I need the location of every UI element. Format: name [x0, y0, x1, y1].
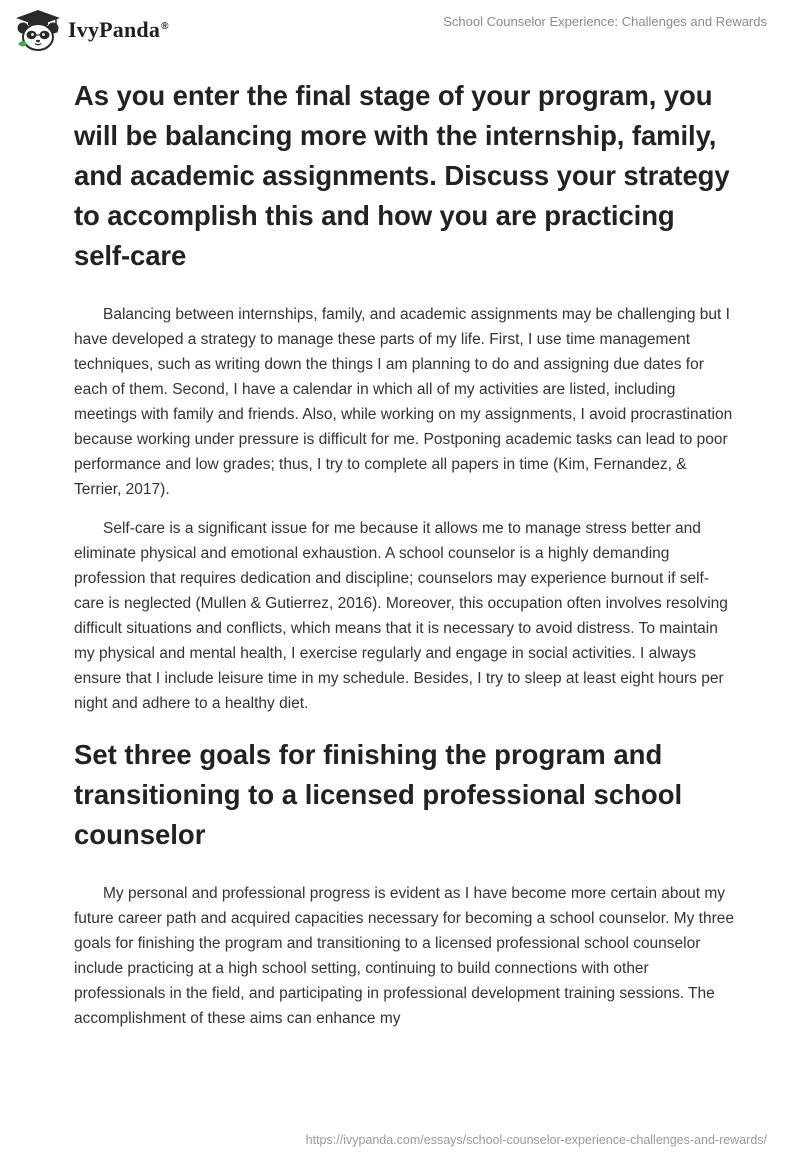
paragraph: Self-care is a significant issue for me because it allows me to manage stress better and eliminate physical and emotional exhaustion. A school counselor is a highly demanding profession that requires dedication and discipline; counselors may experience burnout if self-care is neglected (Mullen & Gutierrez, 2016). Moreover, this occupation often involves resolving difficult situations and conflicts, which means that it is necessary to avoid distress. To maintain my physical and mental health, I exercise regularly and engage in social activities. I always ensure that I include leisure time in my schedule. Besides, I try to sleep at least eight hours per night and adhere to a healthy diet. — [74, 520, 728, 712]
page-header — [0, 0, 800, 60]
brand-name: IvyPanda® — [68, 17, 169, 42]
section-heading: As you enter the final stage of your program, you will be balancing more with the internship, family, and academic assignments. Discuss your strategy to accomplish this and how you are practicing self-care — [74, 80, 730, 271]
section-heading: Set three goals for finishing the program and transitioning to a licensed professional school counselor — [74, 739, 683, 850]
source-url[interactable]: https://ivypanda.com/essays/school-counselor-experience-challenges-and-rewards/ — [305, 1133, 767, 1147]
panda-icon — [14, 8, 62, 52]
paragraph: Balancing between internships, family, and academic assignments may be challenging but I have developed a strategy to manage these parts of my life. First, I use time management techniques, such as writing down the things I am planning to do and assigning due dates for each of them. Second, I have a calendar in which all of my activities are listed, including meetings with family and friends. Also, while working on my assignments, I avoid procrastination because working under pressure is difficult for me. Postponing academic tasks can lead to poor performance and low grades; thus, I try to complete all papers in time (Kim, Fernandez, & Terrier, 2017). — [74, 306, 733, 498]
essay-body — [74, 76, 734, 1031]
paragraph: My personal and professional progress is evident as I have become more certain about my future career path and acquired capacities necessary for becoming a school counselor. My three goals for finishing the program and transitioning to a licensed professional school counselor include practicing at a high school setting, continuing to build connections with other professionals in the field, and participating in professional development training sessions. The accomplishment of these aims can enhance my — [74, 885, 734, 1027]
ivypanda-logo[interactable] — [14, 8, 169, 52]
document-title: School Counselor Experience: Challenges and Rewards — [443, 14, 767, 29]
